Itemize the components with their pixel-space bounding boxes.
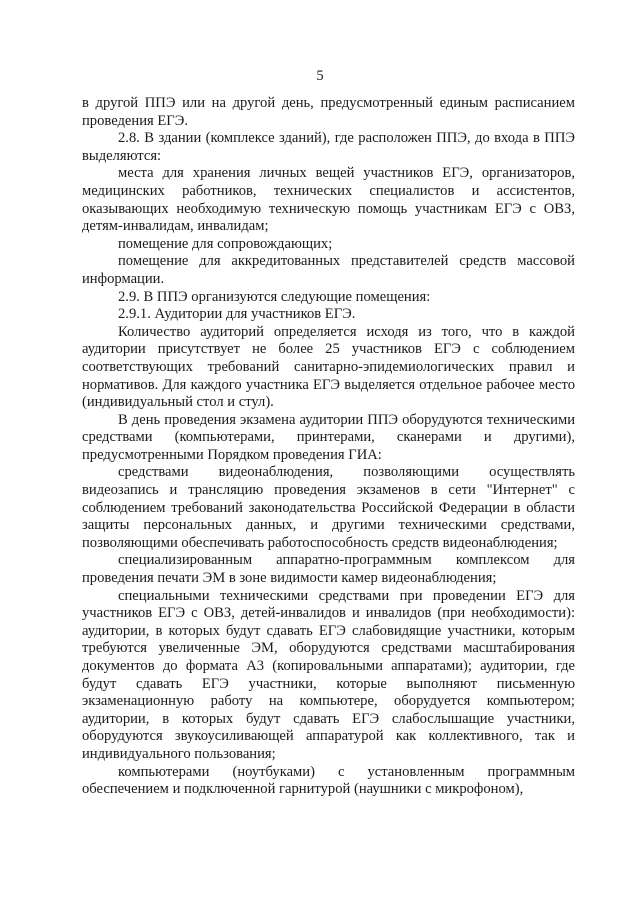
paragraph: 2.9.1. Аудитории для участников ЕГЭ. (118, 306, 356, 323)
paragraph: места для хранения личных вещей участников ЕГЭ, организаторов, медицинских работников, технических специалистов и ассистентов, оказывающих необходимую техническую помощь участникам ЕГЭ с ОВЗ, детям-инвалидам, инвалидам; (82, 165, 575, 235)
paragraph: 2.9. В ППЭ организуются следующие помещения: (118, 288, 431, 305)
paragraph: специальными техническими средствами при проведении ЕГЭ для участников ЕГЭ с ОВЗ, детей-инвалидов и инвалидов (при необходимости): аудитории, в которых будут сдавать ЕГЭ слабовидящие участники, которым требуются увеличенные ЭМ, оборудуются средствами масштабирования документов до формата А3 (копировальными аппаратами); аудитории, где будут сдавать ЕГЭ участники, которые выполняют письменную экзаменационную работу на компьютере, оборудуется компьютером; аудитории, в которых будут сдавать ЕГЭ слабослышащие участники, оборудуются звукоусиливающей аппаратурой как коллективного, так и индивидуального пользования; (82, 587, 575, 762)
document-body (82, 95, 575, 799)
paragraph: 2.8. В здании (комплексе зданий), где расположен ППЭ, до входа в ППЭ выделяются: (82, 130, 575, 164)
page-number: 5 (316, 68, 324, 84)
paragraph: специализированным аппаратно-программным комплексом для проведения печати ЭМ в зоне видимости камер видеонаблюдения; (82, 552, 575, 587)
paragraph: в другой ППЭ или на другой день, предусмотренный единым расписанием проведения ЕГЭ. (82, 95, 575, 129)
paragraph: компьютерами (ноутбуками) с установленным программным обеспечением и подключенной гарнитурой (наушники с микрофоном), (82, 763, 575, 798)
paragraph: помещение для сопровождающих; (118, 235, 333, 252)
paragraph: Количество аудиторий определяется исходя из того, что в каждой аудитории присутствует не более 25 участников ЕГЭ с соблюдением соответствующих требований санитарно-эпидемиологических правил и нормативов. Для каждого участника ЕГЭ выделяется отдельное рабочее место (индивидуальный стол и стул). (82, 323, 575, 411)
paragraph: средствами видеонаблюдения, позволяющими осуществлять видеозапись и трансляцию проведения экзаменов в сети "Интернет" с соблюдением требований законодательства Российской Федерации в области защиты персональных данных, и другими техническими средствами, позволяющими обеспечивать работоспособность средств видеонаблюдения; (82, 464, 575, 551)
paragraph: помещение для аккредитованных представителей средств массовой информации. (82, 253, 575, 287)
paragraph: В день проведения экзамена аудитории ППЭ оборудуются техническими средствами (компьютерами, принтерами, сканерами и другими), предусмотренными Порядком проведения ГИА: (82, 411, 575, 463)
